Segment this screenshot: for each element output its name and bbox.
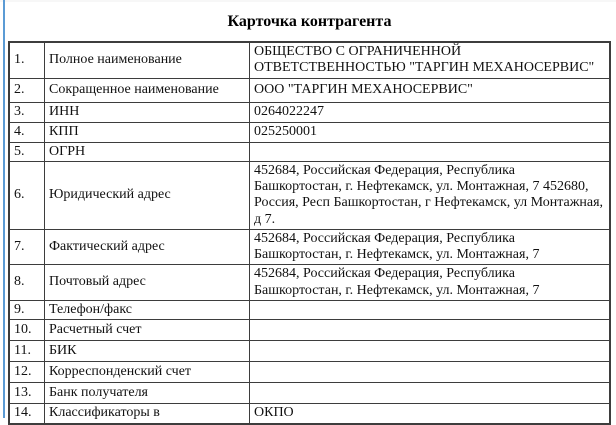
row-value bbox=[250, 341, 611, 362]
row-number: 7. bbox=[9, 229, 45, 264]
row-number: 12. bbox=[9, 362, 45, 383]
row-value: 452684, Российская Федерация, Республика Башкортостан, г. Нефтекамск, ул. Монтажная, 7 bbox=[250, 265, 611, 300]
row-label: Классификаторы в bbox=[45, 404, 250, 424]
table-row bbox=[9, 383, 610, 404]
table-row bbox=[9, 78, 610, 102]
table-row bbox=[9, 320, 610, 341]
row-value: ОКПО bbox=[250, 404, 611, 424]
counterparty-table-body bbox=[9, 42, 610, 423]
table-row bbox=[9, 142, 610, 161]
row-value bbox=[250, 320, 611, 341]
row-label: ИНН bbox=[45, 102, 250, 122]
row-number: 10. bbox=[9, 320, 45, 341]
page-title: Карточка контрагента bbox=[227, 13, 392, 30]
row-label: Почтовый адрес bbox=[45, 265, 250, 300]
row-label: Банк получателя bbox=[45, 383, 250, 404]
document-content bbox=[8, 0, 611, 425]
row-value: ОБЩЕСТВО С ОГРАНИЧЕННОЙ ОТВЕТСТВЕННОСТЬЮ "ТАРГИН МЕХАНОСЕРВИС" bbox=[250, 42, 611, 78]
row-number: 8. bbox=[9, 265, 45, 300]
row-value: 0264022247 bbox=[250, 102, 611, 122]
row-label: КПП bbox=[45, 122, 250, 142]
row-value: ООО "ТАРГИН МЕХАНОСЕРВИС" bbox=[250, 78, 611, 102]
table-row bbox=[9, 229, 610, 264]
row-number: 2. bbox=[9, 78, 45, 102]
table-row bbox=[9, 265, 610, 300]
table-row bbox=[9, 122, 610, 142]
row-label: Фактический адрес bbox=[45, 229, 250, 264]
table-row bbox=[9, 161, 610, 229]
row-label: БИК bbox=[45, 341, 250, 362]
row-value bbox=[250, 142, 611, 161]
table-row bbox=[9, 102, 610, 122]
row-number: 5. bbox=[9, 142, 45, 161]
table-row bbox=[9, 404, 610, 424]
row-value bbox=[250, 300, 611, 319]
row-label: ОГРН bbox=[45, 142, 250, 161]
row-label: Расчетный счет bbox=[45, 320, 250, 341]
row-label: Юридический адрес bbox=[45, 161, 250, 229]
row-value: 452684, Российская Федерация, Республика Башкортостан, г. Нефтекамск, ул. Монтажная, 7 452680, Россия, Респ Башкортостан, г Нефтекамск, ул Монтажная, д 7. bbox=[250, 161, 611, 229]
row-label: Телефон/факс bbox=[45, 300, 250, 319]
row-number: 6. bbox=[9, 161, 45, 229]
row-value: 025250001 bbox=[250, 122, 611, 142]
row-number: 13. bbox=[9, 383, 45, 404]
row-label: Сокращенное наименование bbox=[45, 78, 250, 102]
row-label: Полное наименование bbox=[45, 42, 250, 78]
row-number: 14. bbox=[9, 404, 45, 424]
table-row bbox=[9, 300, 610, 319]
row-value: 452684, Российская Федерация, Республика Башкортостан, г. Нефтекамск, ул. Монтажная, 7 bbox=[250, 229, 611, 264]
row-label: Корреспонденский счет bbox=[45, 362, 250, 383]
row-number: 1. bbox=[9, 42, 45, 78]
row-value bbox=[250, 362, 611, 383]
row-number: 4. bbox=[9, 122, 45, 142]
table-row bbox=[9, 42, 610, 78]
left-margin-line bbox=[3, 0, 5, 418]
row-number: 11. bbox=[9, 341, 45, 362]
row-value bbox=[250, 383, 611, 404]
table-row bbox=[9, 362, 610, 383]
counterparty-table bbox=[8, 41, 611, 424]
table-row bbox=[9, 341, 610, 362]
row-number: 3. bbox=[9, 102, 45, 122]
row-number: 9. bbox=[9, 300, 45, 319]
